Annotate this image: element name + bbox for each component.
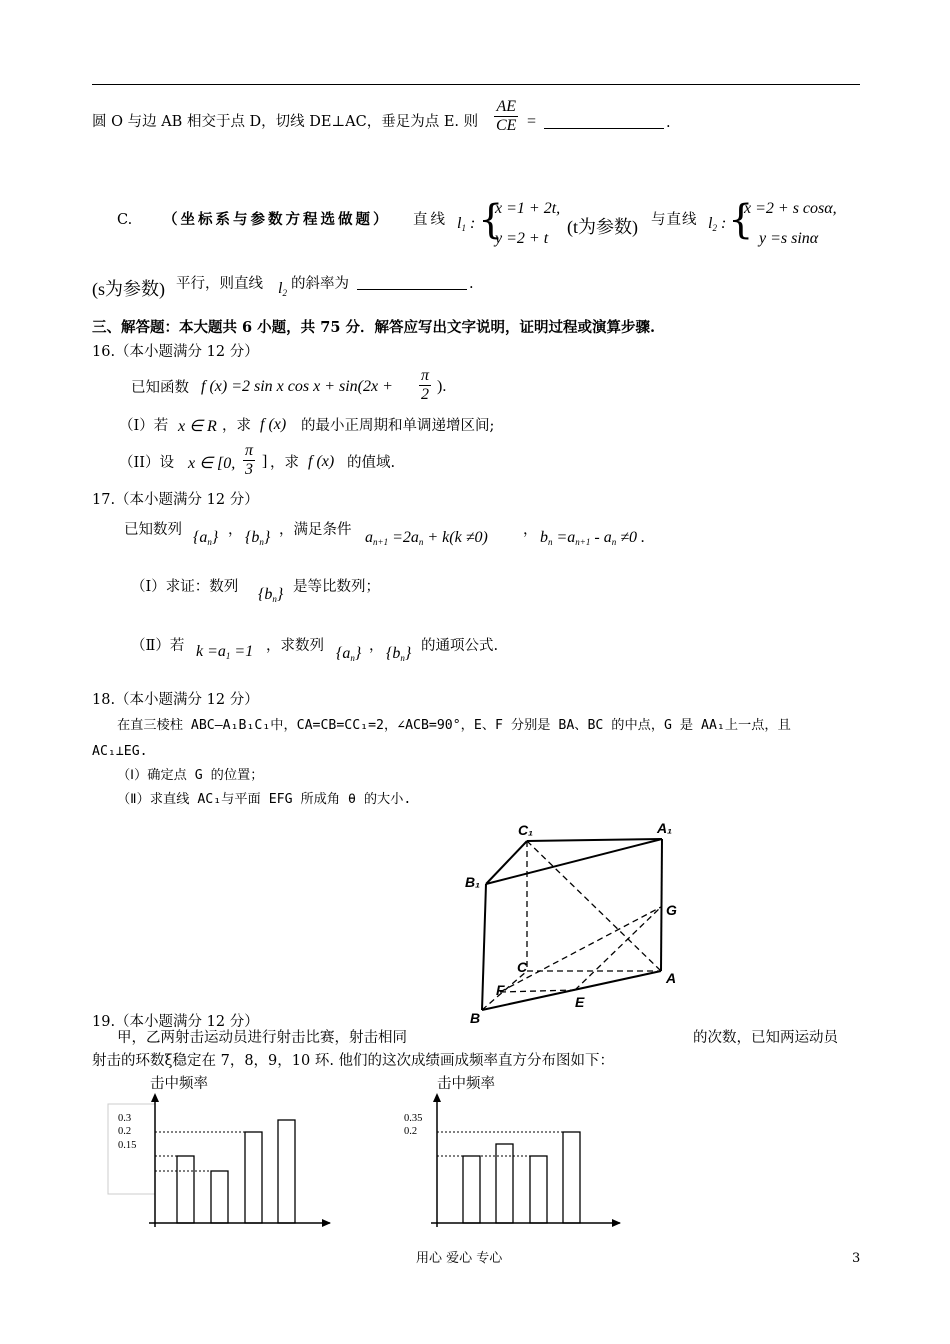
x-axis-arrow xyxy=(322,1219,331,1227)
q16-two: 2 xyxy=(421,386,429,403)
y-tick-label: 0.2 xyxy=(118,1126,132,1137)
q17-comma2: ， xyxy=(523,522,538,538)
q16-p1-pre: （I）若 xyxy=(119,418,169,434)
q16-p2-cond: x ∈ [0, xyxy=(188,455,236,472)
y-axis-arrow xyxy=(433,1093,441,1102)
q15c-l2-sub: 2 xyxy=(712,223,717,233)
edge-b1-c1 xyxy=(486,841,527,884)
q18-p1: （Ⅰ）确定点 G 的位置； xyxy=(117,768,264,783)
q17-p2-k xyxy=(196,643,253,661)
q17-bn xyxy=(245,529,270,547)
q16-p2-three: 3 xyxy=(245,461,253,478)
q17-cond2-tail: ≠0 . xyxy=(616,529,645,546)
q17-cond1-rest: =2a xyxy=(388,529,419,546)
y-tick-label: 0.35 xyxy=(404,1113,423,1124)
q15c-l2-letter: l xyxy=(708,215,713,232)
y-tick-label: 0.15 xyxy=(118,1140,137,1151)
histogram-bar xyxy=(177,1156,194,1223)
histogram-bar xyxy=(245,1132,262,1223)
q15c-param1: (t为参数) xyxy=(567,217,638,237)
q17-p2-mid: ，求数列 xyxy=(266,638,324,654)
q16-head: 16.（本小题满分 12 分） xyxy=(92,344,259,360)
q17-cond1 xyxy=(365,529,488,547)
q17-p2-k-rest: =1 xyxy=(230,643,254,660)
q17-p1-pre: （Ⅰ）求证：数列 xyxy=(131,579,239,595)
q16-pi-frac xyxy=(419,367,431,404)
q15c-text3: 平行，则直线 xyxy=(176,276,263,292)
edge-b1-b xyxy=(482,884,486,1010)
q15-eq-sign: = xyxy=(527,113,537,130)
label-c: C xyxy=(517,959,528,975)
q17-cond1-tail: + k(k ≠0) xyxy=(423,529,488,546)
q15c-l2-eq1: x =2 + s cosα, xyxy=(744,200,837,217)
q15-answer-blank xyxy=(544,112,664,129)
q17-cond2 xyxy=(540,529,645,547)
q17-cond2-sub: n xyxy=(548,537,553,547)
q15c-end: . xyxy=(469,276,474,292)
q16-p2-close: ] xyxy=(262,453,268,470)
label-c1: C₁ xyxy=(518,822,534,838)
q19-line1b: 的次数，已知两运动员 xyxy=(693,1030,838,1046)
histogram-1 xyxy=(100,1090,340,1235)
line-f-g xyxy=(500,907,661,992)
q15c-answer-blank xyxy=(357,273,467,290)
q17-cond-pre: ，满足条件 xyxy=(279,522,352,538)
q17-p1-bn-close: } xyxy=(276,586,284,603)
q17-cond2-b: b xyxy=(540,529,548,546)
q15c-topic: （坐标系与参数方程选做题） xyxy=(163,211,391,228)
footer-center: 用心 爱心 专心 xyxy=(416,1251,503,1266)
hist2-ylabel: 击中频率 xyxy=(437,1076,495,1092)
q17-p1-post: 是等比数列； xyxy=(293,579,380,595)
q17-p2-bn-sub: n xyxy=(400,653,405,663)
q15-fraction xyxy=(494,98,518,135)
q15c-l1-letter: l xyxy=(457,215,462,232)
q15-end: . xyxy=(666,115,671,131)
q17-cond1-sub: n+1 xyxy=(373,537,389,547)
q15c-l1-eq2: y =2 + t xyxy=(495,230,549,247)
histogram-bar xyxy=(278,1120,295,1223)
histogram-bar xyxy=(563,1132,580,1223)
label-a1: A₁ xyxy=(657,820,673,836)
q15c-text1: 直线 xyxy=(413,212,448,228)
q15c-l1-sub: 1 xyxy=(461,223,466,233)
q17-cond1-sub2: n xyxy=(418,537,424,547)
q17-an-base: {a xyxy=(193,529,208,546)
q17-an-sub: n xyxy=(207,537,212,547)
q17-p1-bn xyxy=(258,586,283,604)
q18-head: 18.（本小题满分 12 分） xyxy=(92,692,259,708)
hist1-ylabel: 击中频率 xyxy=(150,1076,208,1092)
label-b1: B₁ xyxy=(465,874,481,890)
q18-line2: AC₁⊥EG. xyxy=(92,744,148,759)
q17-p2-k-base: k =a xyxy=(196,643,226,660)
q16-p2-mid: ，求 xyxy=(270,455,299,471)
q17-p2-bn xyxy=(386,645,411,663)
q17-p2-k-sub: 1 xyxy=(225,651,231,661)
edge-b1-a1 xyxy=(486,839,662,884)
label-b: B xyxy=(470,1010,481,1026)
q15-eq xyxy=(527,113,536,131)
q15c-l2-ref-letter: l xyxy=(278,280,283,297)
q15c-text2: 与直线 xyxy=(651,212,698,228)
q16-p2-post: 的值域. xyxy=(347,455,396,471)
q15-line xyxy=(92,112,478,132)
q19-line1a: 甲，乙两射击运动员进行射击比赛，射击相同 xyxy=(117,1030,407,1046)
q17-bn-sub: n xyxy=(259,537,264,547)
q17-cond2-sub3: n xyxy=(611,537,617,547)
q17-p2-pre: （Ⅱ）若 xyxy=(131,638,185,654)
q15c-l2-eq2: y =s sinα xyxy=(759,230,819,247)
edge-a1-a xyxy=(661,839,662,971)
q15c-brace-2: { xyxy=(728,197,754,243)
q16-p1-cond: x ∈ R xyxy=(178,418,217,435)
label-g: G xyxy=(666,902,677,918)
q15c-l2-colon: : xyxy=(720,215,727,232)
q16-p2-fx: f (x) xyxy=(308,453,335,470)
q17-p2-post: 的通项公式. xyxy=(421,638,499,654)
histogram-bar xyxy=(211,1171,228,1223)
q15c-l2 xyxy=(708,215,726,233)
line-e-g xyxy=(575,907,661,990)
q18-p2: （Ⅱ）求直线 AC₁与平面 EFG 所成角 θ 的大小. xyxy=(117,792,412,807)
header-rule xyxy=(92,84,860,85)
label-e: E xyxy=(575,994,585,1010)
q15-text: 圆 O 与边 AB 相交于点 D，切线 DE⊥AC，垂足为点 E. 则 xyxy=(92,114,479,130)
q17-bn-base: {b xyxy=(245,529,260,546)
q15c-label: C. xyxy=(117,212,133,228)
q16-p1-post: 的最小正周期和单调递增区间; xyxy=(301,418,495,434)
q16-p2-pre: （II）设 xyxy=(119,455,174,471)
histogram-bar xyxy=(530,1156,547,1223)
q17-p2-an xyxy=(336,645,361,663)
q17-an xyxy=(193,529,218,547)
q17-cond2-sub2: n+1 xyxy=(575,537,591,547)
q17-p2-an-base: {a xyxy=(336,645,351,662)
x-axis-arrow xyxy=(612,1219,621,1227)
q15-frac-den: CE xyxy=(496,117,517,134)
prism-figure xyxy=(455,815,695,1030)
q19-line2: 射击的环数ξ稳定在 7，8，9，10 环. 他们的这次成绩画成频率直方分布图如下： xyxy=(92,1053,615,1069)
label-f: F xyxy=(496,982,505,998)
q15c-l2-ref xyxy=(278,280,287,298)
q17-cond1-a: a xyxy=(365,529,373,546)
q16-p1-mid: ，求 xyxy=(222,418,251,434)
q17-p2-an-close: } xyxy=(354,645,362,662)
q15c-param2: (s为参数) xyxy=(92,279,165,299)
y-tick-label: 0.3 xyxy=(118,1113,132,1124)
q17-p1-bn-base: {b xyxy=(258,586,273,603)
histogram-2 xyxy=(395,1090,635,1235)
q16-pi: π xyxy=(421,367,430,384)
q16-close: ). xyxy=(437,378,447,395)
q17-an-close: } xyxy=(211,529,219,546)
line-c1-a xyxy=(527,841,661,971)
q15c-l2-ref-sub: 2 xyxy=(282,288,287,298)
edge-c1-a1 xyxy=(527,839,662,841)
q17-given: 已知数列 xyxy=(124,522,182,538)
q16-fx: f (x) =2 sin x cos x + sin(2x + xyxy=(201,378,393,395)
q16-p2-frac xyxy=(243,442,255,479)
q18-line1: 在直三棱柱 ABC—A₁B₁C₁中，CA=CB=CC₁=2，∠ACB=90°，E、F 分别是 BA、BC 的中点，G 是 AA₁上一点，且 xyxy=(117,718,791,733)
q17-comma: ， xyxy=(228,522,243,538)
y-axis-arrow xyxy=(151,1093,159,1102)
footer-page: 3 xyxy=(852,1251,861,1266)
q15-frac-num: AE xyxy=(494,98,518,117)
q17-bn-close: } xyxy=(263,529,271,546)
q15c-l1-eq1: x =1 + 2t, xyxy=(495,200,561,217)
q17-p1-bn-sub: n xyxy=(272,594,277,604)
q16-p2-pi: π xyxy=(245,442,254,459)
q17-cond2-mid: - a xyxy=(590,529,612,546)
q15c-l1 xyxy=(457,215,475,233)
histogram-bar xyxy=(463,1156,480,1223)
q17-p2-bn-close: } xyxy=(404,645,412,662)
label-a: A xyxy=(666,970,677,986)
q17-p2-an-sub: n xyxy=(350,653,355,663)
q19-head: 19.（本小题满分 12 分） xyxy=(92,1014,259,1030)
q15c-text4: 的斜率为 xyxy=(291,276,349,292)
q16-given: 已知函数 xyxy=(131,380,189,396)
y-tick-label: 0.2 xyxy=(404,1126,418,1137)
q17-cond2-rest: =a xyxy=(552,529,576,546)
q16-p1-fx: f (x) xyxy=(260,416,287,433)
q17-p2-comma: ， xyxy=(369,638,384,654)
q15c-brace-1: { xyxy=(478,197,504,243)
q17-head: 17.（本小题满分 12 分） xyxy=(92,492,259,508)
q15c-l1-colon: : xyxy=(469,215,476,232)
section3-title: 三、解答题：本大题共 6 小题，共 75 分．解答应写出文字说明，证明过程或演算步骤. xyxy=(92,319,656,336)
q17-p2-bn-base: {b xyxy=(386,645,401,662)
